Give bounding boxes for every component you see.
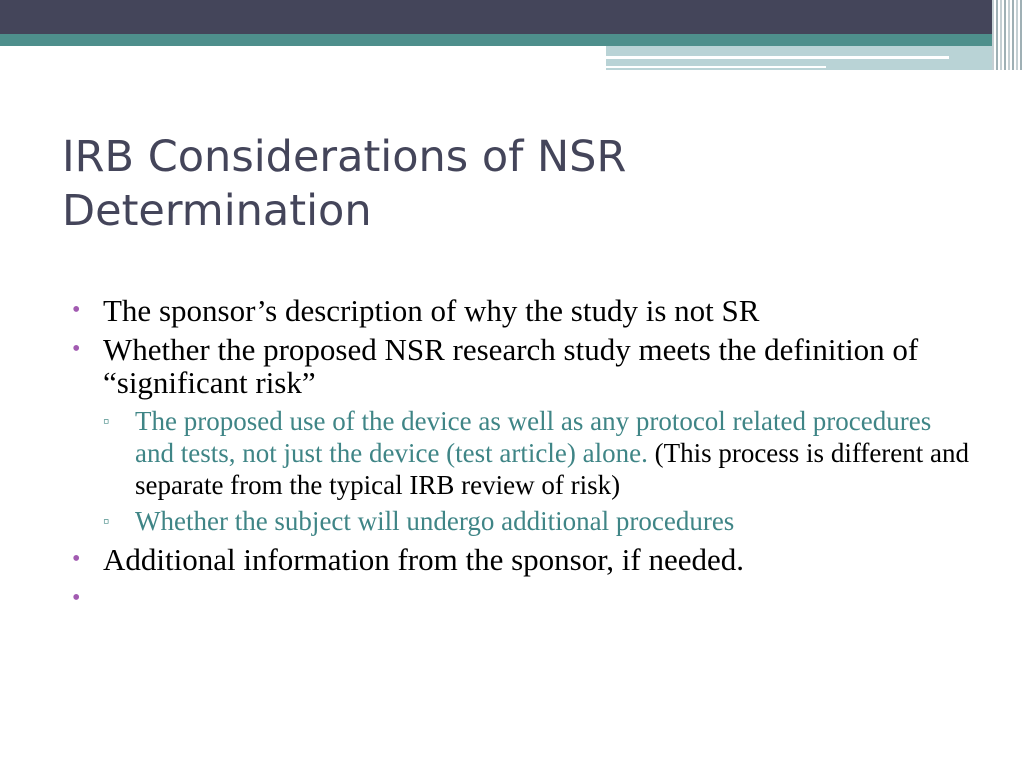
title-line-2: Determination [62,186,372,236]
sub-bullet-list [103,405,972,537]
header-teal-band [0,34,1024,46]
bullet-dot-icon: • [72,585,81,611]
bullet-list [72,293,972,611]
slide-title [62,130,962,238]
sub-bullet-square-icon: ▫ [103,511,110,531]
bullet-dot-icon: • [72,546,81,572]
bullet-dot-icon: • [72,297,81,323]
bullet-text: The sponsor’s description of why the study is not SR [103,293,760,328]
bullet-item [72,333,972,537]
header-accent-line [606,56,949,59]
bullet-item [72,543,972,576]
bullet-text: Additional information from the sponsor, if needed. [103,542,745,577]
header-dark-band [0,0,1024,34]
sub-bullet-highlight-text: The proposed use of the device as well as any protocol related procedures and tests, not just the device (test article) alone. [135,406,932,468]
sub-bullet-item [103,505,972,537]
sub-bullet-highlight-text: Whether the subject will undergo additional procedures [135,506,735,536]
header-accent-line [606,66,826,68]
sub-bullet-item [103,405,972,501]
header-stripes [992,0,1024,70]
sub-bullet-note-text: (This process is different and separate from the typical IRB review of risk) [135,438,970,500]
sub-bullet-square-icon: ▫ [103,411,110,431]
bullet-item [72,294,972,327]
title-line-1: IRB Considerations of NSR [62,132,627,182]
bullet-dot-icon: • [72,336,81,362]
bullet-text: Whether the proposed NSR research study meets the definition of “significant risk” [103,332,919,400]
